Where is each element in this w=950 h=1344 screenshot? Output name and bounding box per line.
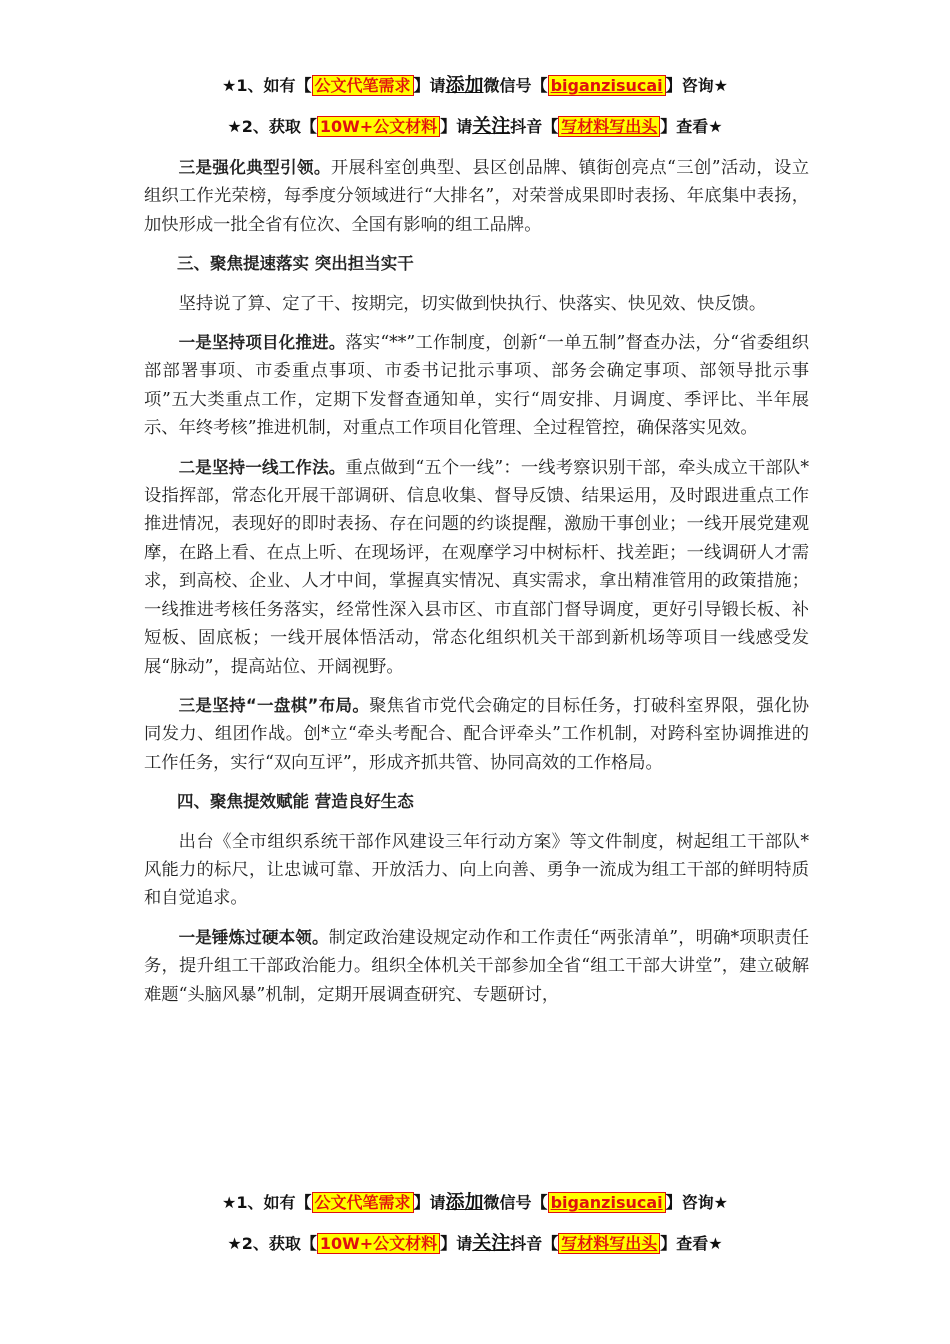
emphasis-word: 添加 <box>445 1191 484 1213</box>
paragraph <box>144 692 809 777</box>
banner-text: 抖音【 <box>510 117 559 136</box>
paragraph-text: 重点做到“五个一线”：一线考察识别干部，牵头成立干部队*设指挥部，常态化开展干部调研、信息收集、督导反馈、结果运用，及时跟进重点工作推进情况，表现好的即时表扬、存在问题的约谈提醒，激励干事创业；一线开展党建观摩，在路上看、在点上听、在现场评，在观摩学习中树标杆、找差距；一线调研人才需求，到高校、企业、人才中间，掌握真实情况、真实需求，拿出精准管用的政策措施；一线推进考核任务落实，经常性深入县市区、市直部门督导调度，更好引导锻长板、补短板、固底板；一线开展体悟活动，常态化组织机关干部到新机场等项目一线感受发展“脉动”，提高站位、开阔视野。 <box>144 457 810 677</box>
douyin-id-link[interactable]: 写材料写出头 <box>558 1233 660 1254</box>
paragraph-lead: 二是坚持一线工作法。 <box>178 457 346 477</box>
paragraph-lead: 一是锤炼过硬本领。 <box>178 927 329 947</box>
paragraph <box>144 154 809 239</box>
paragraph-text: 落实“**”工作制度，创新“一单五制”督查办法，分“省委组织部部署事项、市委重点事项、市委书记批示事项、部务会确定事项、部领导批示事项”五大类重点工作，定期下发督查通知单，实行“周安排、月调度、季评比、半年展示、年终考核”推进机制，对重点工作项目化管理、全过程管控，确保落实见效。 <box>144 333 809 439</box>
paragraph <box>144 924 809 1009</box>
banner-text: 】请 <box>440 117 473 136</box>
banner-text: 】查看★ <box>660 117 723 136</box>
banner-text: 】请 <box>413 1193 446 1212</box>
document-body <box>144 154 809 1020</box>
paragraph-lead: 一是坚持项目化推进。 <box>178 333 346 353</box>
paragraph-text: 出台《全市组织系统干部作风建设三年行动方案》等文件制度，树起组工干部队*风能力的标尺，让忠诚可靠、开放活力、向上向善、勇争一流成为组工干部的鲜明特质和自觉追求。 <box>144 831 809 909</box>
highlight-materials: 10W+公文材料 <box>317 1233 440 1254</box>
paragraph-text: 开展科室创典型、县区创品牌、镇街创亮点“三创”活动，设立组织工作光荣榜，每季度分领域进行“大排名”，对荣誉成果即时表扬、年底集中表扬，加快形成一批全省有位次、全国有影响的组工品牌。 <box>144 158 810 235</box>
banner-text: 】请 <box>440 1234 473 1253</box>
section-heading: 四、聚焦提效赋能 营造良好生态 <box>177 792 414 812</box>
highlight-service: 公文代笔需求 <box>312 1192 414 1213</box>
footer-banner-1 <box>0 1187 950 1214</box>
paragraph <box>144 828 809 913</box>
banner-text: 微信号【 <box>483 1193 548 1212</box>
emphasis-word: 关注 <box>472 115 511 137</box>
paragraph-lead: 三是坚持“一盘棋”布局。 <box>178 695 370 715</box>
paragraph-lead: 三是强化典型引领。 <box>178 158 331 177</box>
highlight-materials: 10W+公文材料 <box>317 116 440 137</box>
banner-text: 】咨询★ <box>665 76 728 95</box>
highlight-service: 公文代笔需求 <box>312 75 414 96</box>
paragraph-text: 坚持说了算、定了干、按期完，切实做到快执行、快落实、快见效、快反馈。 <box>178 293 767 314</box>
banner-text: ★2、获取【 <box>227 117 317 136</box>
wechat-id-link[interactable]: biganzisucai <box>548 1192 666 1213</box>
banner-text: 抖音【 <box>510 1234 559 1253</box>
paragraph <box>144 329 809 443</box>
banner-text: ★1、如有【 <box>222 1193 312 1212</box>
douyin-id-link[interactable]: 写材料写出头 <box>558 116 660 137</box>
header-banner-2 <box>0 111 950 138</box>
banner-text: 】咨询★ <box>665 1193 728 1212</box>
banner-text: 微信号【 <box>483 76 548 95</box>
footer-banner-2 <box>0 1228 950 1255</box>
header-banner-1 <box>0 70 950 97</box>
emphasis-word: 关注 <box>472 1232 511 1254</box>
emphasis-word: 添加 <box>445 74 484 96</box>
paragraph <box>144 454 809 681</box>
paragraph-text: 聚焦省市党代会确定的目标任务，打破科室界限，强化协同发力、组团作战。创*立“牵头考配合、配合评牵头”工作机制，对跨科室协调推进的工作任务，实行“双向互评”，形成齐抓共管、协同高效的工作格局。 <box>144 695 809 773</box>
banner-text: ★2、获取【 <box>227 1234 317 1253</box>
wechat-id-link[interactable]: biganzisucai <box>548 75 666 96</box>
paragraph <box>144 290 809 318</box>
banner-text: 】查看★ <box>660 1234 723 1253</box>
banner-text: 】请 <box>413 76 446 95</box>
paragraph-text: 制定政治建设规定动作和工作责任“两张清单”，明确*项职责任务，提升组工干部政治能力。组织全体机关干部参加全省“组工干部大讲堂”，建立破解难题“头脑风暴”机制，定期开展调查研究、专题研讨， <box>144 927 810 1005</box>
section-heading: 三、聚焦提速落实 突出担当实干 <box>177 254 414 274</box>
banner-text: ★1、如有【 <box>222 76 312 95</box>
